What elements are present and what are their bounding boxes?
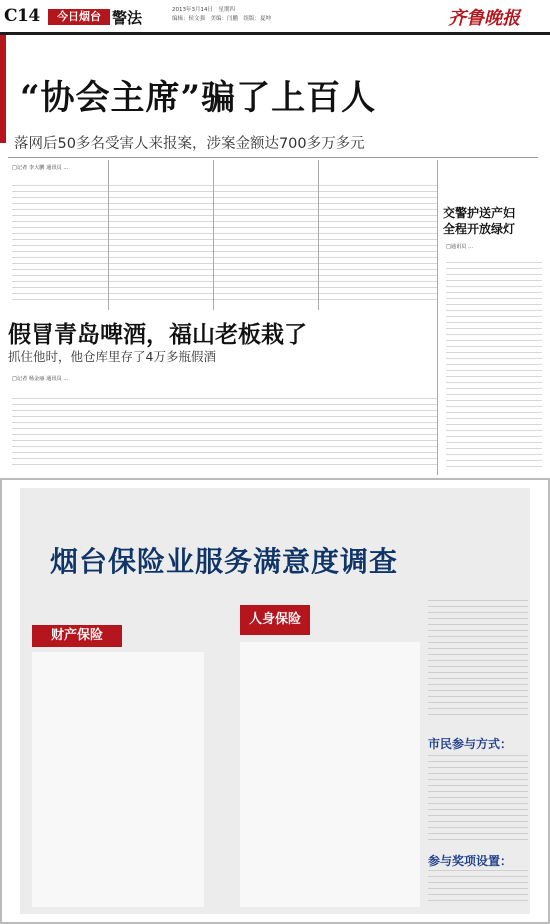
headline-accent-bar [0,35,6,143]
participation-details [428,755,528,840]
divider [8,157,538,158]
story2-body [12,398,437,468]
column-divider [318,160,319,310]
brand-logo: 齐鲁晚报 [448,8,520,29]
side-headline-line1: 交警护送产妇 [443,206,516,220]
survey-headline: 烟台保险业服务满意度调查 [50,545,399,578]
story1-body [12,185,437,303]
page-number: C14 [4,6,40,26]
column-divider [213,160,214,310]
section-title: 警法 [112,9,143,27]
edition-editors: 编辑：侯文强 美编：闫鹏 组版：夏坤 [172,16,272,22]
participation-title: 市民参与方式： [428,737,513,751]
life-insurance-banner: 人身保险 [240,605,310,635]
life-form [240,642,420,907]
byline-2: □记者 杨金丽 通讯员 ... [12,376,69,382]
column-divider [108,160,109,310]
edition-date: 2013年3月14日 星期四 [172,7,235,13]
property-form [32,652,204,907]
side-byline: □通讯员 ... [446,244,474,250]
subhead-2: 抓住他时，他仓库里存了4万多瓶假酒 [8,349,216,364]
survey-notes [428,600,528,720]
side-body [446,262,542,472]
section-badge: 今日烟台 [48,9,110,25]
property-insurance-banner: 财产保险 [32,625,122,647]
column-divider [437,160,438,475]
side-headline [443,205,515,237]
side-headline-line2: 全程开放绿灯 [443,222,516,236]
edition-meta [172,6,271,24]
headline-2: 假冒青岛啤酒，福山老板栽了 [8,321,307,348]
subhead-1: 落网后50多名受害人来报案，涉案金额达700多万多元 [14,136,365,152]
prize-details [428,870,528,905]
prize-title: 参与奖项设置： [428,854,513,868]
headline-1: “协会主席”骗了上百人 [20,78,377,118]
byline-1: □记者 李大鹏 通讯员 ... [12,165,69,171]
